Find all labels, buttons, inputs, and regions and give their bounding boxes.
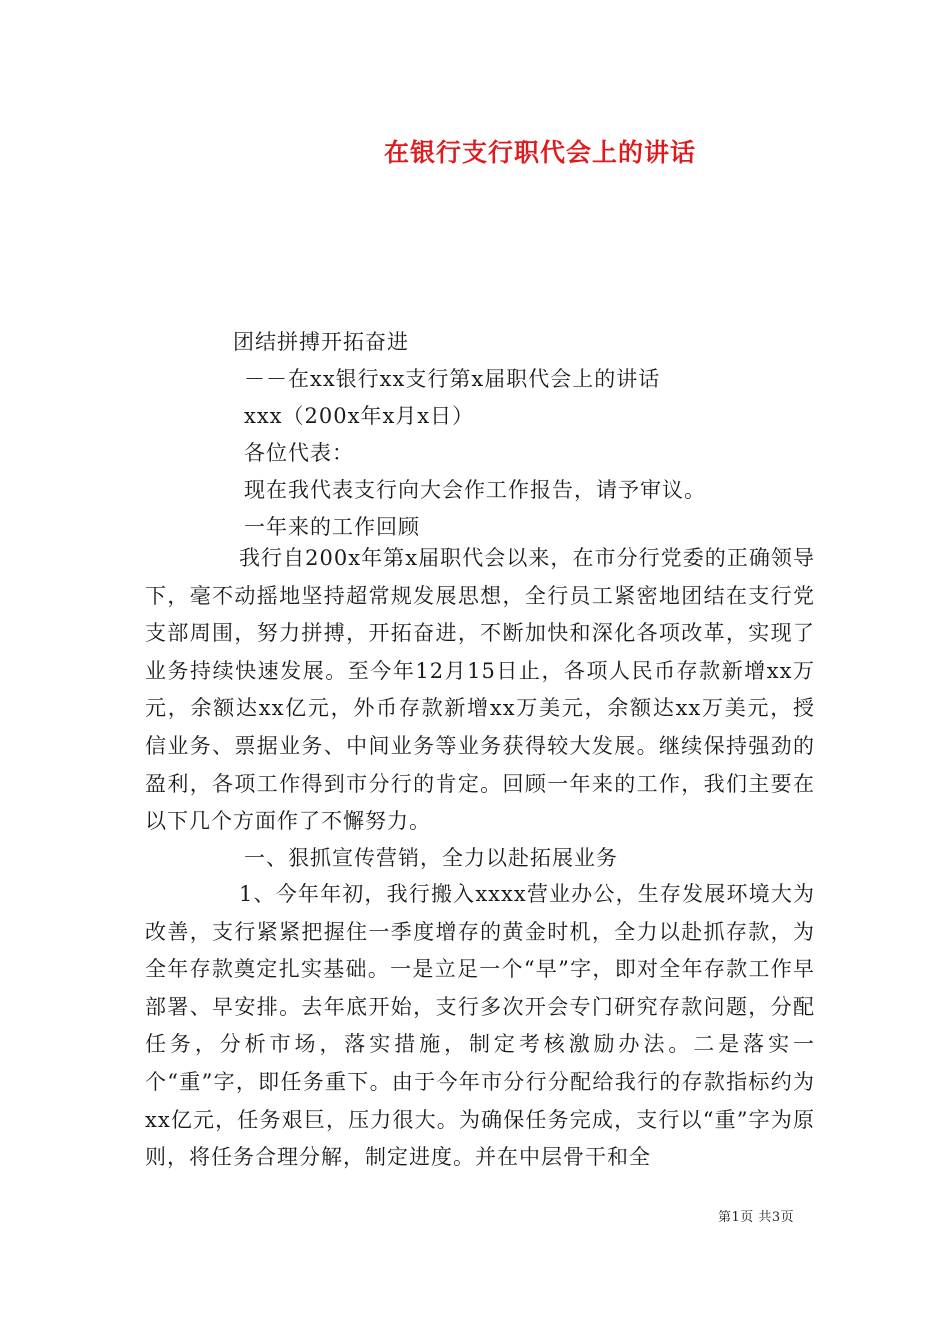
section-heading-1: 一、狠抓宣传营销，全力以赴拓展业务 [244, 846, 618, 870]
salutation: 各位代表： [244, 441, 354, 465]
body-paragraph-2: 1、今年年初，我行搬入xxxx营业办公，生存发展环境大为改善，支行紧紧把握住一季度增存的黄金时机，全力以赴抓存款，为全年存款奠定扎实基础。一是立足一个“早”字，即对全年存款工作早部署、早安排。去年底开始，支行多次开会专门研究存款问题，分配任务，分析市场，落实措施，制定考核激励办法。二是落实一个“重”字，即任务重下。由于今年市分行分配给我行的存款指标约为xx亿元，任务艰巨，压力很大。为确保任务完成，支行以“重”字为原则，将任务合理分解，制定进度。并在中层骨干和全 [145, 882, 815, 1170]
subtitle-byline: －－在xx银行xx支行第x届职代会上的讲话 [244, 367, 661, 391]
body-paragraph-2-container [145, 876, 815, 1177]
body-paragraph-1-container [145, 540, 815, 841]
intro-sentence: 现在我代表支行向大会作工作报告，请予审议。 [244, 478, 706, 502]
speaker-date: xxx（200x年x月x日） [244, 404, 475, 428]
section-heading-review: 一年来的工作回顾 [244, 515, 420, 539]
body-paragraph-1: 我行自200x年第x届职代会以来，在市分行党委的正确领导下，毫不动摇地坚持超常规发展思想，全行员工紧密地团结在支行党支部周围，努力拼搏，开拓奋进，不断加快和深化各项改革，实现了业务持续快速发展。至今年12月15日止，各项人民币存款新增xx万元，余额达xx亿元，外币存款新增xx万美元，余额达xx万美元，授信业务、票据业务、中间业务等业务获得较大发展。继续保持强劲的盈利，各项工作得到市分行的肯定。回顾一年来的工作，我们主要在以下几个方面作了不懈努力。 [145, 546, 815, 834]
subtitle-line: 团结拼搏开拓奋进 [233, 330, 409, 354]
document-title: 在银行支行职代会上的讲话 [383, 138, 696, 167]
page-number-footer: 第1页 共3页 [718, 1210, 795, 1225]
